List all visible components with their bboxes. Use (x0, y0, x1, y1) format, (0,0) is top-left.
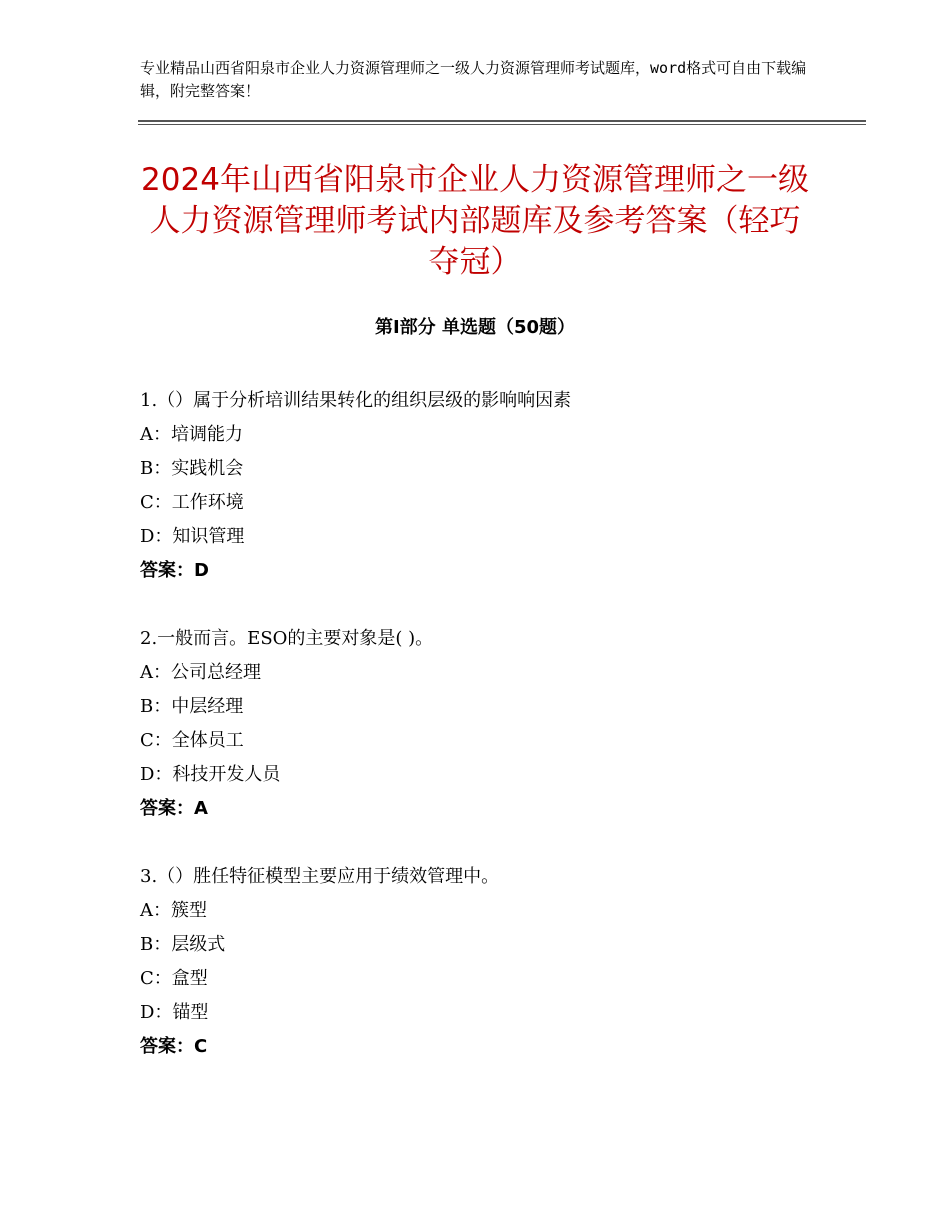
option-a: A：簇型 (140, 900, 207, 921)
header-divider-thick (138, 120, 866, 122)
document-title: 2024年山西省阳泉市企业人力资源管理师之一级人力资源管理师考试内部题库及参考答案（轻巧夺冠） (141, 162, 809, 280)
question-stem: 2.一般而言。ESO的主要对象是( )。 (140, 628, 434, 649)
option-d: D：科技开发人员 (140, 764, 281, 785)
question-1 (140, 384, 830, 588)
option-a: A：公司总经理 (140, 662, 261, 683)
question-stem: 3.（）胜任特征模型主要应用于绩效管理中。 (140, 866, 500, 887)
question-list (140, 384, 830, 1098)
section-heading: 第Ⅰ部分 单选题（50题） (374, 317, 575, 338)
question-2 (140, 622, 830, 826)
option-d: D：知识管理 (140, 526, 245, 547)
option-c: C：全体员工 (140, 730, 244, 751)
option-c: C：工作环境 (140, 492, 244, 513)
option-b: B：层级式 (140, 934, 226, 955)
option-a: A：培调能力 (140, 424, 243, 445)
answer-line: 答案：C (140, 1036, 208, 1057)
question-stem: 1.（）属于分析培训结果转化的组织层级的影响响因素 (140, 390, 572, 411)
option-d: D：锚型 (140, 1002, 209, 1023)
header-divider-thin (138, 124, 866, 125)
option-c: C：盒型 (140, 968, 208, 989)
answer-line: 答案：A (140, 798, 208, 819)
option-b: B：实践机会 (140, 458, 244, 479)
question-3 (140, 860, 830, 1064)
answer-line: 答案：D (140, 560, 209, 581)
option-b: B：中层经理 (140, 696, 244, 717)
header-note: 专业精品山西省阳泉市企业人力资源管理师之一级人力资源管理师考试题库，word格式可自由下载编辑，附完整答案！ (140, 59, 807, 100)
